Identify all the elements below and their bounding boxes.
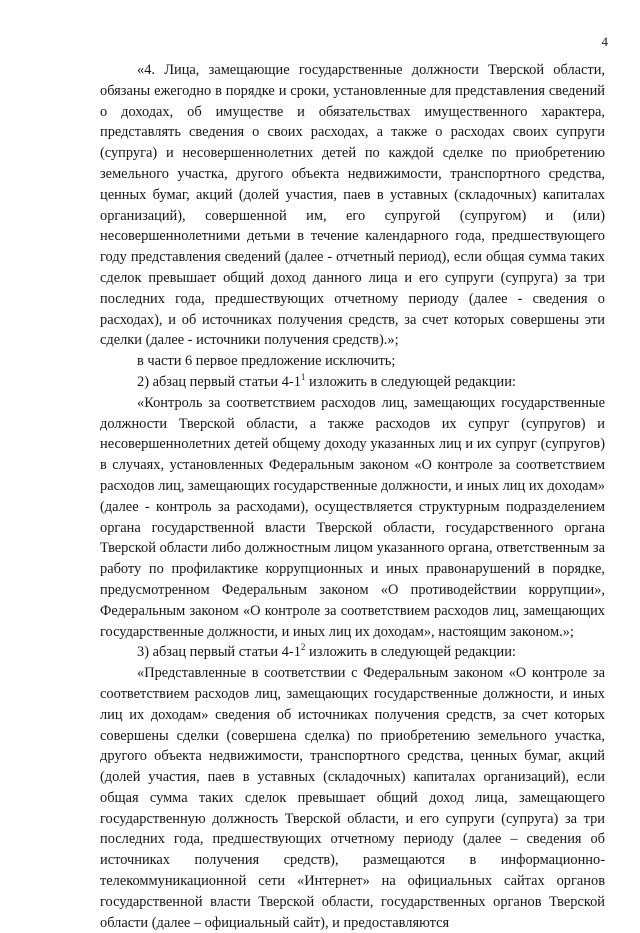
paragraph-part-6-amendment: в части 6 первое предложение исключить; bbox=[137, 353, 396, 370]
item-3-superscript: 2 bbox=[300, 642, 306, 653]
item-2-superscript: 1 bbox=[300, 371, 306, 382]
item-3-text-start: 3) абзац первый статьи 4-1 bbox=[137, 644, 301, 661]
paragraph-clause-4: «4. Лица, замещающие государственные должности Тверской области, обязаны ежегодно в порядке и сроки, установленные для представления сведений о доходах, об имуществе и обязательствах имущественного характера, представлять сведения о своих расходах, а также о расходах своих супруги (супруга) и несовершеннолетних детей по каждой сделке по приобретению земельного участка, другого объекта недвижимости, транспортного средства, ценных бумаг, акций (долей участия, паев в уставных (складочных) капиталах организаций), совершенной им, его супругой (супругом) и (или) несовершеннолетними детьми в течение календарного года, предшествующего году представления сведений (далее - отчетный период), если общая сумма таких сделок превышает общий доход данного лица и его супруги (супруга) за три последних года, предшествующих отчетному периоду (далее - сведения о расходах), и об источниках получения средств, за счет которых совершены эти сделки (далее - источники получения средств).»; bbox=[100, 62, 605, 349]
paragraph-item-2-heading bbox=[100, 372, 605, 393]
document-body bbox=[100, 60, 605, 933]
item-2-text-start: 2) абзац первый статьи 4-1 bbox=[137, 373, 301, 390]
item-2-text-end: изложить в следующей редакции: bbox=[305, 373, 516, 390]
item-3-text-end: изложить в следующей редакции: bbox=[305, 644, 516, 661]
paragraph-expense-control: «Контроль за соответствием расходов лиц, замещающих государственные должности Тверской области, а также расходов их супруг (супругов) и несовершеннолетних детей общему доходу указанных лиц и их супруг (супругов) в случаях, установленных Федеральным законом «О контроле за соответствием расходов лиц, замещающих государственные должности, и иных лиц их доходам» (далее - контроль за расходами), осуществляется структурным подразделением органа государственной власти Тверской области, государственного органа Тверской области либо должностным лицом указанного органа, ответственным за работу по профилактике коррупционных и иных правонарушений в порядке, предусмотренном Федеральным законом «О противодействии коррупции», Федеральным законом «О контроле за соответствием расходов лиц, замещающих государственные должности, и иных лиц их доходам», настоящим законом.»; bbox=[100, 394, 605, 640]
page-number: 4 bbox=[601, 34, 608, 49]
paragraph-item-3-heading bbox=[100, 642, 605, 663]
paragraph-income-sources: «Представленные в соответствии с Федеральным законом «О контроле за соответствием расходов лиц, замещающих государственные должности, и иных лиц их доходам» сведения об источниках получения средств, за счет которых совершены сделки (совершена сделка) по приобретению земельного участка, другого объекта недвижимости, транспортного средства, ценных бумаг, акций (долей участия, паев в уставных (складочных) капиталах организаций), если общая сумма таких сделок превышает общий доход лица, замещающего государственную должность Тверской области, и его супруги (супруга) за три последних года, предшествующих отчетному периоду (далее – сведения об источниках получения средств), размещаются в информационно-телекоммуникационной сети «Интернет» на официальных сайтах органов государственной власти Тверской области, государственных органов Тверской области (далее – официальный сайт), и предоставляются bbox=[100, 665, 605, 931]
